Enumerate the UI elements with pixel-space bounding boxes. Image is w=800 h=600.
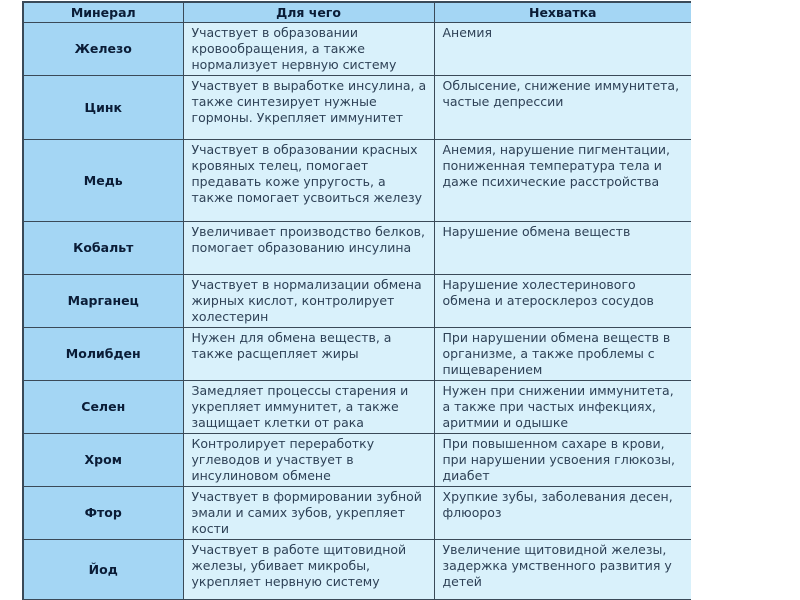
minerals-table <box>22 1 691 600</box>
table-row <box>23 274 691 327</box>
purpose-cell: Замедляет процессы старения и укрепляет иммунитет, а также защищает клетки от рака <box>183 380 434 433</box>
column-header-mineral: Минерал <box>23 2 183 22</box>
purpose-cell: Участвует в работе щитовидной железы, убивает микробы, укрепляет нервную систему <box>183 539 434 600</box>
column-header-purpose: Для чего <box>183 2 434 22</box>
table-row <box>23 327 691 380</box>
deficiency-cell: Нужен при снижении иммунитета, а также при частых инфекциях, аритмии и одышке <box>434 380 691 433</box>
deficiency-cell: Анемия, нарушение пигментации, пониженная температура тела и даже психические расстройства <box>434 139 691 221</box>
deficiency-cell: Нарушение холестеринового обмена и атеросклероз сосудов <box>434 274 691 327</box>
minerals-table-body <box>23 22 691 600</box>
deficiency-cell: Увеличение щитовидной железы, задержка умственного развития у детей <box>434 539 691 600</box>
purpose-cell: Участвует в образовании красных кровяных телец, помогает предавать коже упругость, а также помогает усвоиться железу <box>183 139 434 221</box>
mineral-cell: Селен <box>23 380 183 433</box>
mineral-cell: Хром <box>23 433 183 486</box>
table-row <box>23 139 691 221</box>
mineral-cell: Йод <box>23 539 183 600</box>
mineral-cell: Железо <box>23 22 183 75</box>
purpose-cell: Нужен для обмена веществ, а также расщепляет жиры <box>183 327 434 380</box>
mineral-cell: Цинк <box>23 75 183 139</box>
table-row <box>23 22 691 75</box>
table-row <box>23 486 691 539</box>
deficiency-cell: При повышенном сахаре в крови, при нарушении усвоения глюкозы, диабет <box>434 433 691 486</box>
purpose-cell: Участвует в выработке инсулина, а также синтезирует нужные гормоны. Укрепляет иммунитет <box>183 75 434 139</box>
table-row <box>23 539 691 600</box>
header-row <box>23 2 691 22</box>
deficiency-cell: Нарушение обмена веществ <box>434 221 691 274</box>
mineral-cell: Марганец <box>23 274 183 327</box>
table-row <box>23 221 691 274</box>
purpose-cell: Участвует в нормализации обмена жирных кислот, контролирует холестерин <box>183 274 434 327</box>
table-row <box>23 433 691 486</box>
mineral-cell: Медь <box>23 139 183 221</box>
column-header-deficiency: Нехватка <box>434 2 691 22</box>
deficiency-cell: Анемия <box>434 22 691 75</box>
table-row <box>23 380 691 433</box>
purpose-cell: Участвует в формировании зубной эмали и самих зубов, укрепляет кости <box>183 486 434 539</box>
deficiency-cell: Облысение, снижение иммунитета, частые депрессии <box>434 75 691 139</box>
mineral-cell: Молибден <box>23 327 183 380</box>
table-row <box>23 75 691 139</box>
minerals-table-header <box>23 2 691 22</box>
purpose-cell: Увеличивает производство белков, помогает образованию инсулина <box>183 221 434 274</box>
mineral-cell: Фтор <box>23 486 183 539</box>
deficiency-cell: Хрупкие зубы, заболевания десен, флюороз <box>434 486 691 539</box>
mineral-cell: Кобальт <box>23 221 183 274</box>
deficiency-cell: При нарушении обмена веществ в организме, а также проблемы с пищеварением <box>434 327 691 380</box>
purpose-cell: Участвует в образовании кровообращения, а также нормализует нервную систему <box>183 22 434 75</box>
purpose-cell: Контролирует переработку углеводов и участвует в инсулиновом обмене <box>183 433 434 486</box>
